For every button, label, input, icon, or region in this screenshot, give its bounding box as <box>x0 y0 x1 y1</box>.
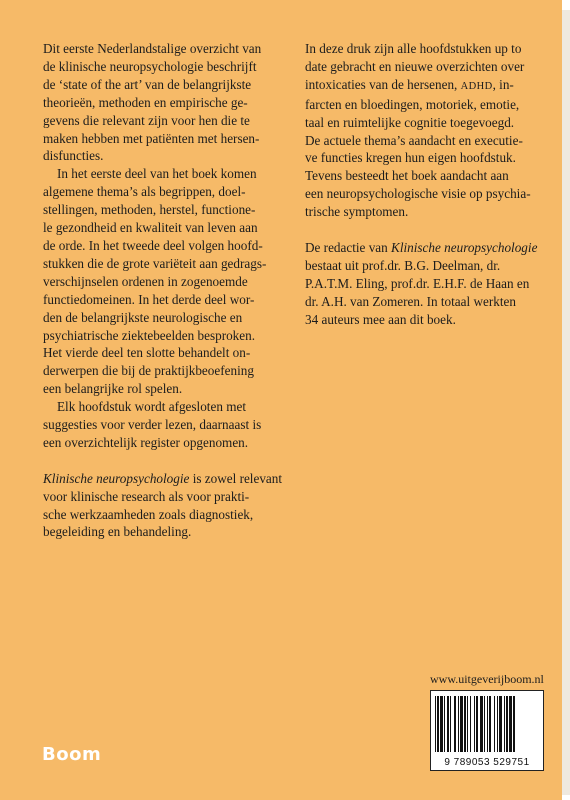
text-line: Tevens besteedt het boek aandacht aan <box>305 168 509 184</box>
edition-paragraph <box>305 40 545 221</box>
text-line: De actuele thema’s aandacht en executie- <box>305 132 523 148</box>
text-line: Het vierde deel ten slotte behandelt on- <box>43 345 251 361</box>
text-line: dr. A.H. van Zomeren. In totaal werkten <box>305 293 516 309</box>
text-line: is zowel relevant <box>189 470 283 486</box>
text-line: bestaat uit prof.dr. B.G. Deelman, dr. <box>305 257 501 273</box>
text-line: P.A.T.M. Eling, prof.dr. E.H.F. de Haan en <box>305 275 530 291</box>
editors-paragraph <box>305 239 545 329</box>
text-line: suggesties voor verder lezen, daarnaast is <box>43 417 262 433</box>
publisher-logo: Boom <box>42 744 102 765</box>
text-line: algemene thema’s als begrippen, doel- <box>43 184 246 200</box>
text-line: voor klinische research als voor prakti- <box>43 488 250 504</box>
text-line: trische symptomen. <box>305 204 409 220</box>
text-line: date gebracht en nieuwe overzichten over <box>305 58 525 74</box>
book-title: Klinische neuropsychologie <box>43 470 190 486</box>
text-line: theorieën, methoden en empirische ge- <box>43 94 248 110</box>
right-column <box>305 40 545 328</box>
text-line: sche werkzaamheden zoals diagnostiek, <box>43 506 254 522</box>
text-line: psychiatrische ziektebeelden besproken. <box>43 327 256 343</box>
text-line: functiedomeinen. In het derde deel wor- <box>43 291 255 307</box>
book-title: Klinische neuropsychologie <box>391 239 538 255</box>
text-line: de klinische neuropsychologie beschrijft <box>43 58 257 74</box>
relevance-paragraph <box>43 470 299 542</box>
page-edge <box>562 10 570 795</box>
text-line: , in- <box>492 76 514 92</box>
text-line: ve functies kregen hun eigen hoofdstuk. <box>305 150 516 166</box>
text-line: 34 auteurs mee aan dit boek. <box>305 311 456 327</box>
text-line: Elk hoofdstuk wordt afgesloten met <box>57 399 246 415</box>
text-line: verschijnselen ordenen in zogenoemde <box>43 273 248 289</box>
text-line: een neuropsychologische visie op psychia- <box>305 186 531 202</box>
isbn-number: 9 789053 529751 <box>444 757 530 768</box>
publisher-website: www.uitgeverijboom.nl <box>430 672 544 686</box>
intro-paragraph <box>43 40 299 165</box>
text-line: een overzichtelijk register opgenomen. <box>43 434 249 450</box>
text-line: farcten en bloedingen, motoriek, emotie, <box>305 96 520 112</box>
text-line: gevens die relevant zijn voor hen die te <box>43 112 250 128</box>
left-column <box>43 40 299 541</box>
text-line: maken hebben met patiënten met hersen- <box>43 130 260 146</box>
text-line: le gezondheid en kwaliteit van leven aan <box>43 220 258 236</box>
abbreviation: ADHD <box>460 80 493 92</box>
text-line: begeleiding en behandeling. <box>43 524 192 540</box>
parts-paragraph <box>43 165 299 398</box>
text-line: den de belangrijkste neurologische en <box>43 309 243 325</box>
text-line: de ‘state of the art’ van de belangrijkste <box>43 76 252 92</box>
text-line: intoxicaties van de hersenen, <box>305 76 461 92</box>
text-line: stellingen, methoden, herstel, functione- <box>43 202 256 218</box>
text-line: stukken die de grote variëteit aan gedrags- <box>43 255 267 271</box>
text-line: derwerpen die bij de praktijkbeoefening <box>43 363 254 379</box>
text-line: In het eerste deel van het boek komen <box>57 166 257 182</box>
barcode-bars <box>435 696 539 752</box>
text-line: De redactie van <box>305 239 392 255</box>
text-line: disfuncties. <box>43 148 104 164</box>
chapters-paragraph <box>43 398 299 452</box>
text-line: een belangrijke rol spelen. <box>43 381 183 397</box>
isbn-barcode <box>430 690 544 771</box>
text-line: taal en ruimtelijke cognitie toegevoegd. <box>305 114 515 130</box>
text-line: In deze druk zijn alle hoofdstukken up to <box>305 41 522 56</box>
text-line: Dit eerste Nederlandstalige overzicht van <box>43 41 262 56</box>
text-line: de orde. In het tweede deel volgen hoofd- <box>43 237 263 253</box>
